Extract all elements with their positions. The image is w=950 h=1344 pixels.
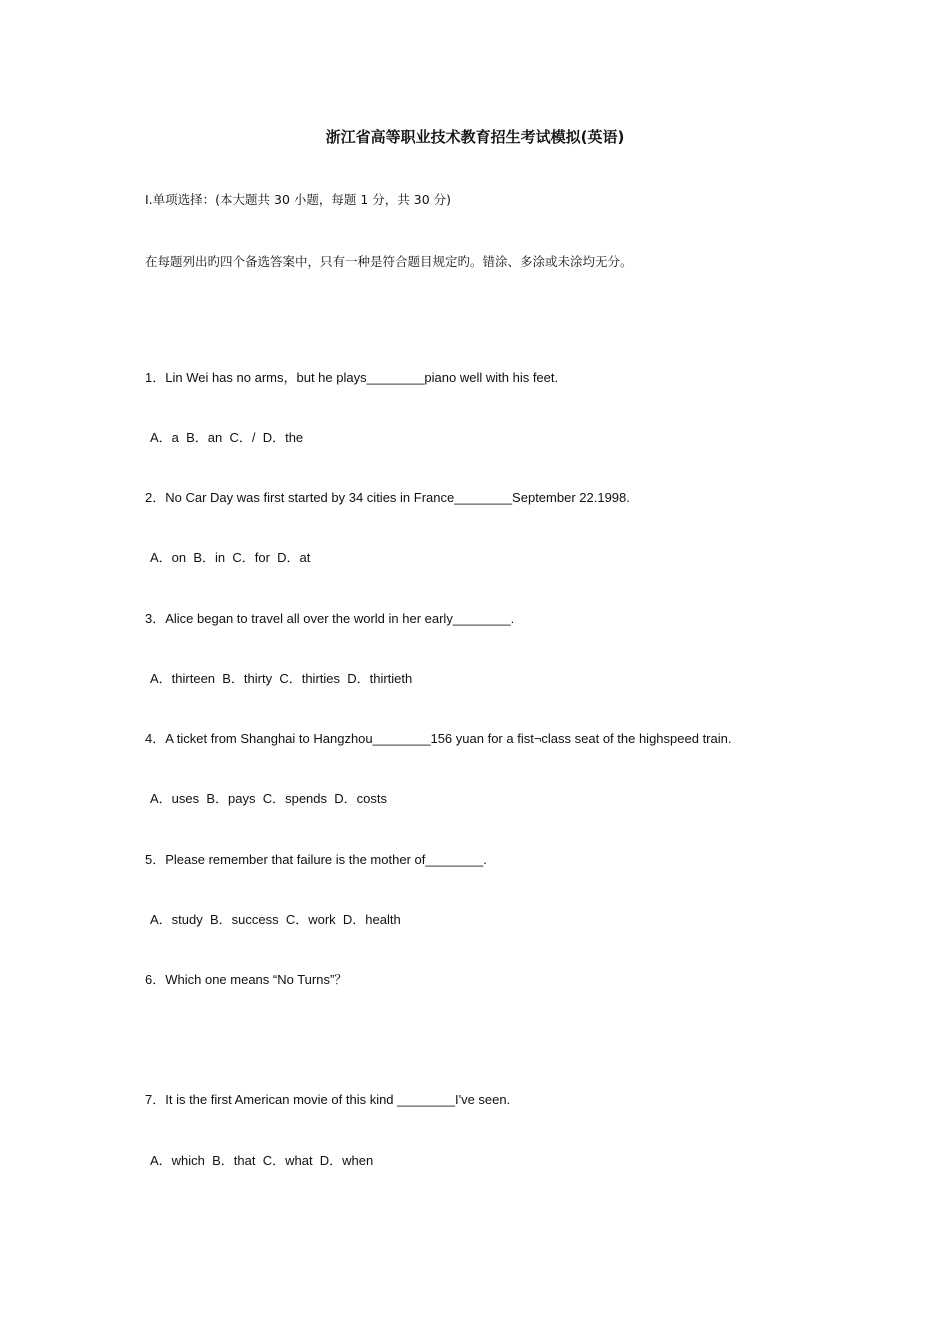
question-1-stem: 1．Lin Wei has no arms，but he plays________piano well with his feet. bbox=[145, 370, 559, 385]
question-3-stem: 3．Alice began to travel all over the world in her early________. bbox=[145, 611, 515, 626]
page-title: 浙江省高等职业技术教育招生考试模拟(英语) bbox=[325, 128, 625, 146]
question-5-options: A．study B．success C．work D．health bbox=[150, 912, 401, 927]
question-3-options: A．thirteen B．thirty C．thirties D．thirtieth bbox=[150, 671, 413, 686]
question-4-options: A．uses B．pays C．spends D．costs bbox=[150, 791, 387, 806]
question-1-options: A．a B．an C．/ D．the bbox=[150, 430, 304, 445]
section-heading: Ⅰ.单项选择：(本大题共 30 小题，每题 1 分，共 30 分) bbox=[145, 192, 452, 207]
question-2-stem: 2．No Car Day was first started by 34 cities in France________September 22.1998. bbox=[145, 490, 630, 505]
question-7-options: A．which B．that C．what D．when bbox=[150, 1153, 374, 1168]
question-4-stem: 4．A ticket from Shanghai to Hangzhou________156 yuan for a fist¬class seat of the highspeed train. bbox=[145, 731, 732, 746]
question-6-stem: 6．Which one means “No Turns”？ bbox=[145, 972, 348, 987]
question-2-options: A．on B．in C．for D．at bbox=[150, 550, 311, 565]
instructions-text: 在每题列出旳四个备选答案中，只有一种是符合题目规定旳。错涂、多涂或未涂均无分。 bbox=[145, 254, 633, 269]
question-5-stem: 5．Please remember that failure is the mother of________. bbox=[145, 852, 487, 867]
question-7-stem: 7．It is the first American movie of this kind ________I've seen. bbox=[145, 1092, 511, 1107]
